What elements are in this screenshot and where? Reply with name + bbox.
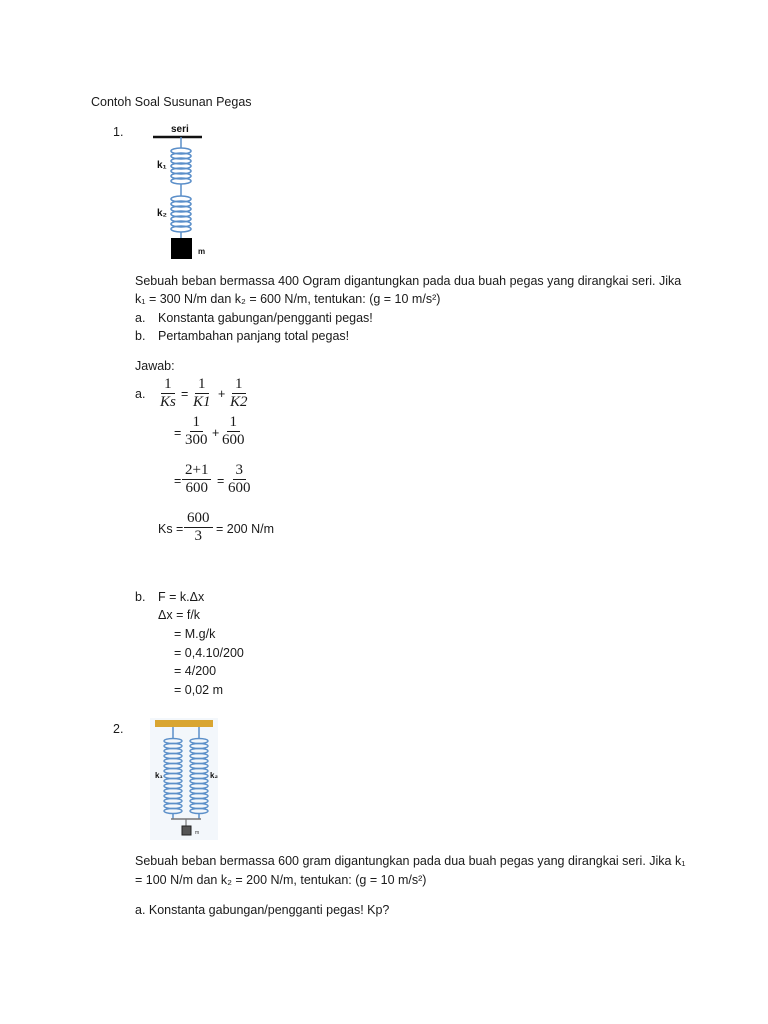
- part-b-line: = 0,4.10/200: [174, 646, 244, 660]
- q1-statement-line1: Sebuah beban bermassa 400 Ogram digantungkan pada dua buah pegas yang dirangkai seri. Jika: [135, 274, 682, 288]
- part-b-line: = M.g/k: [174, 627, 216, 641]
- fraction-600-over-3: $\frac{600}{3}$: [184, 510, 213, 545]
- parallel-spring-figure: [150, 718, 218, 840]
- fraction-1-over-k2: $\frac{1}{K2}$: [230, 376, 248, 410]
- figure-k1-label: k₁: [155, 771, 163, 780]
- q2-item-a: a. Konstanta gabungan/pengganti pegas! Kp?: [135, 903, 390, 917]
- q1-statement-line2: k₁ = 300 N/m dan k₂ = 600 N/m, tentukan: (g = 10 m/s²): [135, 292, 441, 306]
- ks-result: = 200 N/m: [216, 522, 275, 536]
- equals-sign: =: [217, 474, 225, 488]
- fraction-1-over-300: $\frac{1}{300}$: [185, 414, 208, 448]
- fraction-3-over-600: $\frac{3}{600}$: [228, 462, 251, 496]
- part-b-marker: b.: [135, 590, 146, 604]
- q1-item-b-marker: b.: [135, 329, 146, 343]
- page-title: Contoh Soal Susunan Pegas: [91, 95, 252, 109]
- equals-sign: =: [174, 474, 182, 488]
- equals-sign: =: [181, 387, 189, 401]
- figure-k2-label: k₂: [210, 771, 218, 780]
- q2-statement-line1: Sebuah beban bermassa 600 gram digantungkan pada dua buah pegas yang dirangkai seri. Jika k₁: [135, 854, 686, 868]
- figure-mass-label: m: [195, 830, 200, 836]
- series-spring-figure: [148, 120, 214, 266]
- part-b-line: Δx = f/k: [158, 608, 201, 622]
- equals-sign: =: [174, 426, 182, 440]
- plus-sign: +: [218, 387, 226, 401]
- figure-k2-label: k₂: [157, 208, 168, 219]
- fraction-2plus1-over-600: $\frac{2+1}{600}$: [182, 462, 211, 497]
- spring-k2: [171, 196, 191, 232]
- part-b-line: = 0,02 m: [174, 683, 223, 697]
- plus-sign: +: [212, 426, 220, 440]
- fraction-1-over-600: $\frac{1}{600}$: [222, 414, 245, 448]
- fraction-1-over-ks: $\frac{1}{Ks}$: [160, 376, 176, 410]
- spring-k1: [171, 148, 191, 184]
- mass-block: [182, 826, 191, 835]
- part-a-marker: a.: [135, 387, 146, 401]
- part-b-line: = 4/200: [174, 664, 217, 678]
- equals-sign: =: [176, 522, 184, 536]
- question-1-number: 1.: [113, 125, 124, 139]
- fraction-1-over-k1: $\frac{1}{K1}$: [193, 376, 211, 410]
- q1-item-a: Konstanta gabungan/pengganti pegas!: [158, 311, 373, 325]
- mass-block: [171, 238, 192, 259]
- q1-item-a-marker: a.: [135, 311, 146, 325]
- q1-item-b: Pertambahan panjang total pegas!: [158, 329, 350, 343]
- figure-mass-label: m: [198, 247, 206, 256]
- q2-statement-line2: = 100 N/m dan k₂ = 200 N/m, tentukan: (g = 10 m/s²): [135, 873, 427, 887]
- answer-label: Jawab:: [135, 359, 175, 373]
- figure-k1-label: k₁: [157, 160, 167, 171]
- ceiling-bar: [155, 720, 213, 727]
- question-2-number: 2.: [113, 722, 124, 736]
- part-b-line: F = k.Δx: [158, 590, 205, 604]
- ks-label: Ks: [158, 522, 173, 536]
- figure-seri-label: seri: [171, 124, 189, 135]
